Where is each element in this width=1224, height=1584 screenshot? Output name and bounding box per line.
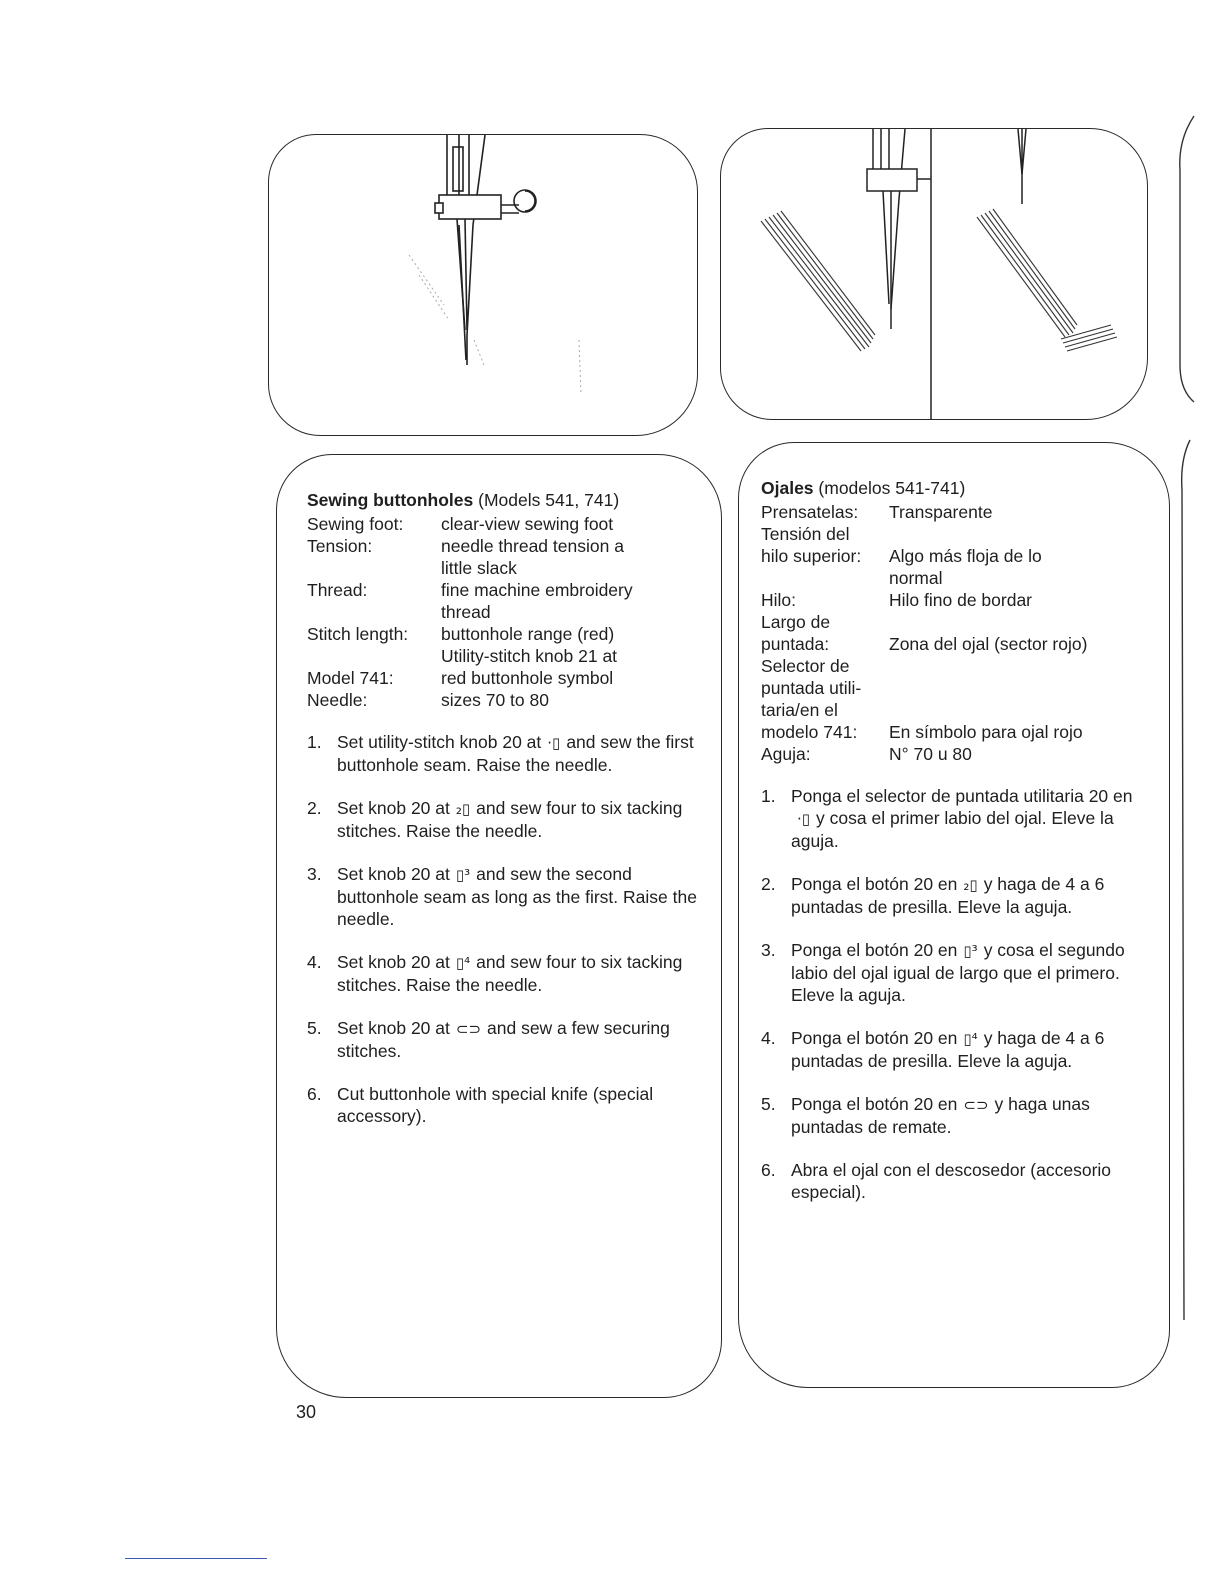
step-text (337, 1017, 707, 1062)
spec-value: Hilo fino de bordar (889, 590, 1032, 610)
step-text-before: Set knob 20 at (337, 1018, 450, 1038)
step-text-before: Cut buttonhole with special knife (special accessory). (337, 1084, 654, 1126)
step-text (791, 1093, 1157, 1138)
spec-value: N° 70 u 80 (889, 744, 972, 764)
step-text-after: and sew four to six tacking stitches. Raise the needle. (337, 952, 683, 995)
step-text (337, 797, 707, 842)
step-item (307, 863, 707, 930)
buttonhole-stitch-illustration (721, 129, 1148, 420)
spec-value: needle thread tension a little slack (441, 536, 624, 578)
step-text-before: Set knob 20 at (337, 798, 450, 818)
stitch-symbol-icon: ·▯ (797, 810, 811, 828)
spanish-instructions-panel (738, 442, 1170, 1388)
step-text-after: and sew the first buttonhole seam. Raise the needle. (337, 732, 694, 775)
spec-label: Stitch length: (307, 624, 409, 644)
step-number: 4. (761, 1028, 776, 1048)
step-number: 1. (307, 732, 322, 752)
spec-value: En símbolo para ojal rojo (889, 722, 1083, 742)
english-instructions-panel (276, 454, 722, 1398)
presser-foot-needle-illustration (269, 135, 698, 436)
step-item (307, 1017, 707, 1062)
spec-value: buttonhole range (red) Utility-stitch knob 21 at (441, 624, 618, 666)
step-text (791, 785, 1157, 852)
page-number: 30 (296, 1402, 317, 1422)
step-text-after: y haga unas puntadas de remate. (791, 1094, 1090, 1137)
spanish-section-title: Ojales (modelos 541-741) (761, 478, 966, 498)
step-text-before: Ponga el selector de puntada utilitaria 20 en (791, 786, 1133, 806)
step-text (791, 939, 1157, 1006)
step-number: 2. (307, 798, 322, 818)
stitch-symbol-icon: ▯³ (963, 942, 978, 960)
step-item (761, 1093, 1157, 1138)
step-number: 6. (307, 1084, 322, 1104)
stitch-symbol-icon: ⊂⊃ (963, 1096, 989, 1114)
step-text (791, 873, 1157, 918)
step-text-after: y haga de 4 a 6 puntadas de presilla. Eleve la aguja. (791, 1028, 1105, 1071)
step-item (761, 939, 1157, 1006)
english-specs-table (307, 513, 707, 711)
step-item (761, 1159, 1157, 1203)
spec-value: clear-view sewing foot (441, 514, 614, 534)
spec-label: Needle: (307, 690, 368, 710)
illustration-panel-foot (268, 134, 698, 436)
spec-label: Prensatelas: (761, 502, 859, 522)
spec-value: Algo más floja de lo normal (889, 546, 1042, 588)
spec-label: Tension: (307, 536, 373, 556)
spec-value: Transparente (889, 502, 993, 522)
step-item (307, 731, 707, 776)
step-item (761, 785, 1157, 852)
stitch-symbol-icon: ▯⁴ (455, 954, 471, 972)
spec-label: Selector de puntada utili- taria/en el modelo 741: (761, 656, 862, 742)
step-text-before: Ponga el botón 20 en (791, 1094, 958, 1114)
step-text-after: and sew the second buttonhole seam as long as the first. Raise the needle. (337, 864, 697, 929)
spanish-steps-list (761, 785, 1157, 1203)
spec-value: fine machine embroidery thread (441, 580, 633, 622)
spec-label: Aguja: (761, 744, 811, 764)
stitch-symbol-icon: ⊂⊃ (455, 1020, 482, 1038)
english-steps-list (307, 731, 707, 1127)
illustration-panel-buttonhole (720, 128, 1148, 420)
spec-label: Model 741: (307, 668, 394, 688)
step-number: 3. (761, 940, 776, 960)
step-text-before: Ponga el botón 20 en (791, 874, 958, 894)
stitch-symbol-icon: ▯⁴ (963, 1030, 978, 1048)
step-item (307, 797, 707, 842)
step-number: 5. (307, 1018, 322, 1038)
step-text-after: y cosa el segundo labio del ojal igual de largo que el primero. Eleve la aguja. (791, 940, 1125, 1005)
step-number: 5. (761, 1094, 776, 1114)
stitch-symbol-icon: ₂▯ (963, 876, 978, 894)
spec-label: Thread: (307, 580, 368, 600)
stitch-symbol-icon: ₂▯ (455, 800, 471, 818)
step-number: 1. (761, 786, 776, 806)
step-text-after: y haga de 4 a 6 puntadas de presilla. Eleve la aguja. (791, 874, 1105, 917)
step-text-before: Ponga el botón 20 en (791, 1028, 958, 1048)
spec-label: Largo de puntada: (761, 612, 831, 654)
step-number: 4. (307, 952, 322, 972)
step-text (791, 1159, 1157, 1203)
step-number: 3. (307, 864, 322, 884)
english-section-title: Sewing buttonholes (Models 541, 741) (307, 490, 620, 510)
spec-label: Hilo: (761, 590, 797, 610)
stitch-symbol-icon: ▯³ (455, 866, 471, 884)
step-text-before: Abra el ojal con el descosedor (accesorio especial). (791, 1160, 1112, 1202)
step-text (337, 951, 707, 996)
step-item (761, 873, 1157, 918)
spanish-specs-table (761, 501, 1157, 765)
step-text (791, 1027, 1157, 1072)
spec-label: Tensión del hilo superior: (761, 524, 862, 566)
step-text (337, 1083, 707, 1127)
stitch-symbol-icon: ·▯ (547, 734, 561, 752)
step-text (337, 863, 707, 930)
step-item (307, 951, 707, 996)
step-text-before: Set utility-stitch knob 20 at (337, 732, 542, 752)
step-number: 6. (761, 1160, 776, 1180)
step-text (337, 731, 707, 776)
step-text-after: y cosa el primer labio del ojal. Eleve la aguja. (791, 808, 1114, 851)
spec-value: Zona del ojal (sector rojo) (889, 634, 1088, 654)
adjacent-panel-edge (1176, 110, 1224, 1410)
step-text-before: Ponga el botón 20 en (791, 940, 958, 960)
step-text-after: and sew four to six tacking stitches. Raise the needle. (337, 798, 683, 841)
spec-value: red buttonhole symbol (441, 668, 614, 688)
step-text-before: Set knob 20 at (337, 952, 450, 972)
step-number: 2. (761, 874, 776, 894)
step-item (761, 1027, 1157, 1072)
step-item (307, 1083, 707, 1127)
spec-value: sizes 70 to 80 (441, 690, 549, 710)
spec-label: Sewing foot: (307, 514, 404, 534)
step-text-after: and sew a few securing stitches. (337, 1018, 670, 1061)
bottom-rule (125, 1558, 267, 1559)
step-text-before: Set knob 20 at (337, 864, 450, 884)
